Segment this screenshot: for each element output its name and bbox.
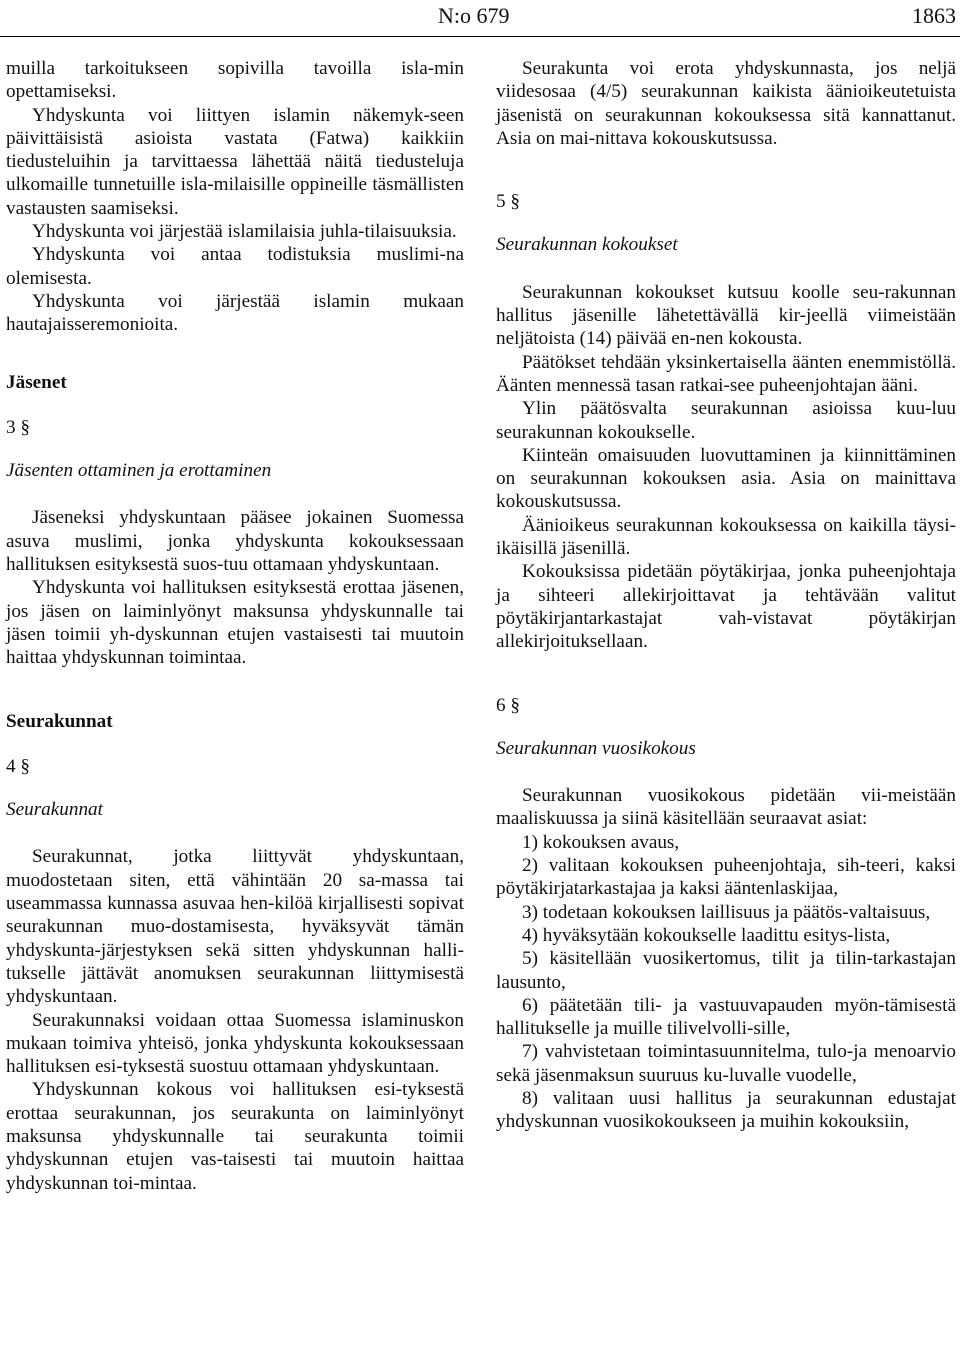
chapter-heading: Jäsenet	[6, 371, 67, 393]
paragraph: Seurakunnan vuosikokous pidetään vii-meistään maaliskuussa ja siinä käsitellään seuraavat asiat:	[496, 785, 956, 830]
issue-number: N:o 679	[438, 3, 510, 28]
left-column	[6, 57, 464, 1195]
paragraph: Yhdyskunta voi antaa todistuksia muslimi-na olemisesta.	[6, 244, 464, 289]
header-rule	[0, 36, 960, 37]
section-number: 4 §	[6, 755, 30, 777]
list-item: 2) valitaan kokouksen puheenjohtaja, sih-teeri, kaksi pöytäkirjatarkastajaa ja kaksi ääntenlaskijaa,	[496, 855, 956, 900]
section-number: 6 §	[496, 694, 520, 716]
list-item: 1) kokouksen avaus,	[522, 831, 680, 853]
paragraph: Seurakunnaksi voidaan ottaa Suomessa islaminuskon mukaan toimiva yhteisö, jonka yhdyskunta kokouksessaan hallituksen esi-tyksestä suostuu ottamaan yhdyskuntaan.	[6, 1009, 464, 1078]
paragraph: Yhdyskunta voi hallituksen esityksestä erottaa jäsenen, jos jäsen on laiminlyönyt maksunsa yhdyskunnalle tai jäsen toimii yh-dyskunnan etujen vastaisesti tai muutoin haittaa yhdyskunnan toimintaa.	[6, 577, 464, 669]
paragraph: Seurakunnat, jotka liittyvät yhdyskuntaan, muodostetaan siten, että vähintään 20 sa-massa tai useammassa kunnassa asuvaa hen-kilöä kirjallisesti sopivat seurakunnan muo-dostamisesta, hyväksyvät tämän yhdyskunta-järjestyksen sekä sitten yhdyskunnan halli-tukselle jättävät anomuksen seurakunnan liittymisestä yhdyskuntaan.	[6, 846, 464, 1008]
agenda-list	[496, 831, 956, 1134]
list-item: 8) valitaan uusi hallitus ja seurakunnan edustajat yhdyskunnan vuosikokoukseen ja muihin kokouksiin,	[496, 1087, 956, 1133]
section-title: Jäsenten ottaminen ja erottaminen	[6, 460, 272, 482]
section-number: 5 §	[496, 191, 520, 213]
section-title: Seurakunnat	[6, 799, 103, 821]
chapter-heading: Seurakunnat	[6, 710, 113, 732]
paragraph: Yhdyskunnan kokous voi hallituksen esi-tyksestä erottaa seurakunnan, jos seurakunta on laiminlyönyt maksunsa yhdyskunnalle tai seurakunta toimii yhdyskunnan etujen vas-taisesti tai muutoin haittaa yhdyskunnan toi-mintaa.	[6, 1079, 464, 1194]
list-item: 4) hyväksytään kokoukselle laadittu esitys-lista,	[522, 924, 891, 946]
section-title: Seurakunnan kokoukset	[496, 234, 678, 256]
list-item: 3) todetaan kokouksen laillisuus ja päätös-valtaisuus,	[522, 901, 931, 923]
paragraph: Kiinteän omaisuuden luovuttaminen ja kiinnittäminen on seurakunnan kokouksen asia. Asia on mainittava kokouskutsussa.	[496, 444, 956, 513]
section-number: 3 §	[6, 416, 30, 438]
paragraph: Päätökset tehdään yksinkertaisella äänten enemmistöllä. Äänten mennessä tasan ratkai-see puheenjohtajan ääni.	[496, 351, 956, 396]
list-item: 6) päätetään tili- ja vastuuvapauden myön-tämisestä hallitukselle ja muille tilivelvolli-sille,	[496, 994, 956, 1040]
page-header	[0, 0, 960, 40]
list-item: 7) vahvistetaan toimintasuunnitelma, tulo-ja menoarvio sekä jäsenmaksun suuruus ku-luvalle vuodelle,	[496, 1041, 956, 1086]
right-column	[496, 57, 956, 1134]
paragraph: Seurakunta voi erota yhdyskunnasta, jos neljä viidesosaa (4/5) seurakunnan kaikista äänioikeutetuista jäsenistä on seurakunnan kokouksessa sitä kannattanut. Asia on mai-nittava kokouskutsussa.	[496, 58, 956, 149]
page-number: 1863	[912, 3, 956, 28]
paragraph: Yhdyskunta voi järjestää islamin mukaan hautajaisseremonioita.	[6, 290, 464, 336]
paragraph: Jäseneksi yhdyskuntaan pääsee jokainen Suomessa asuva muslimi, jonka yhdyskunta kokouksessaan hallituksen esityksestä suos-tuu ottamaan yhdyskuntaan.	[6, 507, 464, 576]
list-item: 5) käsitellään vuosikertomus, tilit ja tilin-tarkastajan lausunto,	[496, 948, 956, 993]
paragraph: Yhdyskunta voi järjestää islamilaisia juhla-tilaisuuksia.	[32, 221, 457, 243]
paragraph: Yhdyskunta voi liittyen islamin näkemyk-seen päivittäisistä asioista vastata (Fatwa) kaikkiin tiedusteluihin ja tarvittaessa lähettää näitä tiedusteluja ulkomaille tunnetuille isla-milaisille oppineille täsmällisten vastausten saamiseksi.	[6, 104, 464, 219]
paragraph: Seurakunnan kokoukset kutsuu koolle seu-rakunnan hallitus jäsenille lähetettävällä kir-jeellä viimeistään neljätoista (14) päivää en-nen kokousta.	[496, 281, 956, 350]
paragraph: Kokouksissa pidetään pöytäkirjaa, jonka puheenjohtaja ja sihteeri allekirjoittavat ja tehtävään valitut pöytäkirjantarkastajat vah-vistavat pöytäkirjan allekirjoituksellaan.	[496, 561, 956, 653]
paragraph: muilla tarkoitukseen sopivilla tavoilla isla-min opettamiseksi.	[6, 58, 464, 103]
section-title: Seurakunnan vuosikokous	[496, 737, 696, 759]
paragraph: Ylin päätösvalta seurakunnan asioissa kuu-luu seurakunnan kokoukselle.	[496, 398, 956, 443]
paragraph: Äänioikeus seurakunnan kokouksessa on kaikilla täysi-ikäisillä jäsenillä.	[496, 514, 956, 560]
